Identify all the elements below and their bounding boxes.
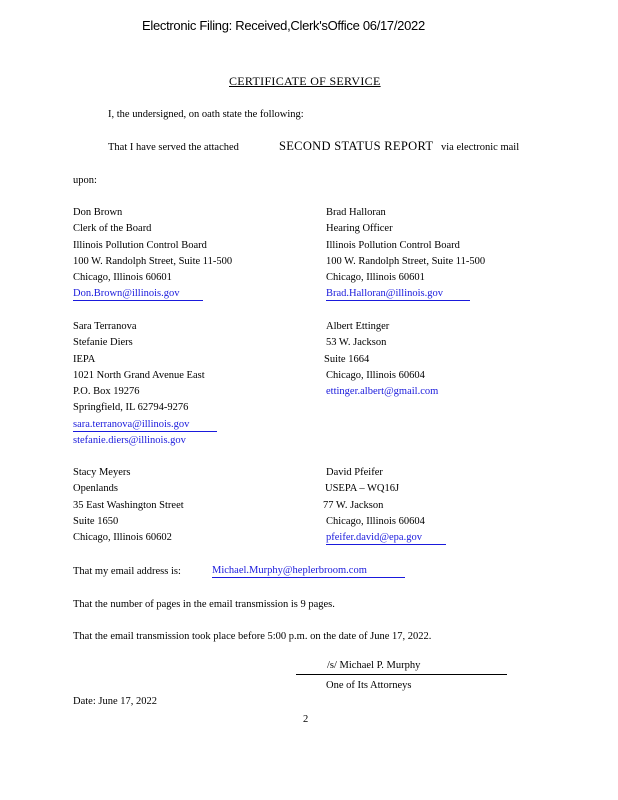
address-line: 35 East Washington Street xyxy=(73,499,184,511)
email-link[interactable]: ettinger.albert@gmail.com xyxy=(326,386,439,398)
address-line: Brad Halloran xyxy=(326,207,386,218)
address-line: P.O. Box 19276 xyxy=(73,386,140,398)
intro-statement: I, the undersigned, on oath state the following: xyxy=(108,109,304,120)
time-statement: That the email transmission took place before 5:00 p.m. on the date of June 17, 2022. xyxy=(73,631,432,642)
my-email-link[interactable]: Michael.Murphy@heplerbroom.com xyxy=(212,564,405,578)
address-line: USEPA – WQ16J xyxy=(325,483,400,495)
address-line: Hearing Officer xyxy=(326,223,393,235)
signature-role: One of Its Attorneys xyxy=(326,680,412,691)
address-line: Chicago, Illinois 60604 xyxy=(326,369,425,381)
address-line: Sara Terranova xyxy=(73,321,137,332)
recipient-brad-halloran xyxy=(326,205,485,303)
address-line: Albert Ettinger xyxy=(326,321,390,332)
recipient-stacy-meyers xyxy=(73,465,184,546)
recipient-albert-ettinger xyxy=(326,319,438,400)
email-link[interactable]: sara.terranova@illinois.gov xyxy=(73,418,217,432)
upon-label: upon: xyxy=(73,175,97,186)
address-line: Suite 1650 xyxy=(73,515,119,527)
address-line: Stacy Meyers xyxy=(73,467,131,478)
address-line: Springfield, IL 62794-9276 xyxy=(73,402,189,414)
served-prefix: That I have served the attached xyxy=(108,142,239,153)
document-title: CERTIFICATE OF SERVICE xyxy=(229,74,381,88)
email-link[interactable]: Brad.Halloran@illinois.gov xyxy=(326,287,470,301)
recipient-iepa xyxy=(73,319,217,449)
pages-statement: That the number of pages in the email transmission is 9 pages. xyxy=(73,599,335,610)
address-line: Suite 1664 xyxy=(324,353,370,365)
signature-line xyxy=(296,661,507,675)
address-line: Chicago, Illinois 60604 xyxy=(326,515,425,527)
address-line: Don Brown xyxy=(73,207,123,218)
page-number: 2 xyxy=(303,714,309,725)
address-line: Illinois Pollution Control Board xyxy=(73,239,207,251)
address-line: Stefanie Diers xyxy=(73,337,133,349)
served-method: via electronic mail xyxy=(441,142,520,153)
email-link[interactable]: stefanie.diers@illinois.gov xyxy=(73,435,186,447)
date-line: Date: June 17, 2022 xyxy=(73,696,157,707)
address-line: 100 W. Randolph Street, Suite 11-500 xyxy=(73,255,233,267)
address-line: David Pfeifer xyxy=(326,467,383,478)
signature-name: /s/ Michael P. Murphy xyxy=(327,660,421,671)
address-line: Openlands xyxy=(73,483,118,495)
address-line: Clerk of the Board xyxy=(73,223,152,235)
email-link[interactable]: pfeifer.david@epa.gov xyxy=(326,531,446,545)
address-line: Chicago, Illinois 60602 xyxy=(73,532,172,544)
recipient-david-pfeifer xyxy=(323,465,446,546)
email-link[interactable]: Don.Brown@illinois.gov xyxy=(73,287,203,301)
address-line: Illinois Pollution Control Board xyxy=(326,239,460,251)
address-line: Chicago, Illinois 60601 xyxy=(326,272,425,284)
address-line: 100 W. Randolph Street, Suite 11-500 xyxy=(326,255,486,267)
address-line: 1021 North Grand Avenue East xyxy=(73,369,205,381)
address-line: Chicago, Illinois 60601 xyxy=(73,272,172,284)
address-line: IEPA xyxy=(73,353,96,365)
my-email-label: That my email address is: xyxy=(73,566,181,577)
filing-stamp: Electronic Filing: Received,Clerk'sOffice 06/17/2022 xyxy=(142,18,425,33)
recipient-don-brown xyxy=(73,205,232,303)
served-document-name: SECOND STATUS REPORT xyxy=(279,139,434,153)
address-line: 53 W. Jackson xyxy=(326,337,387,349)
address-line: 77 W. Jackson xyxy=(323,499,384,511)
